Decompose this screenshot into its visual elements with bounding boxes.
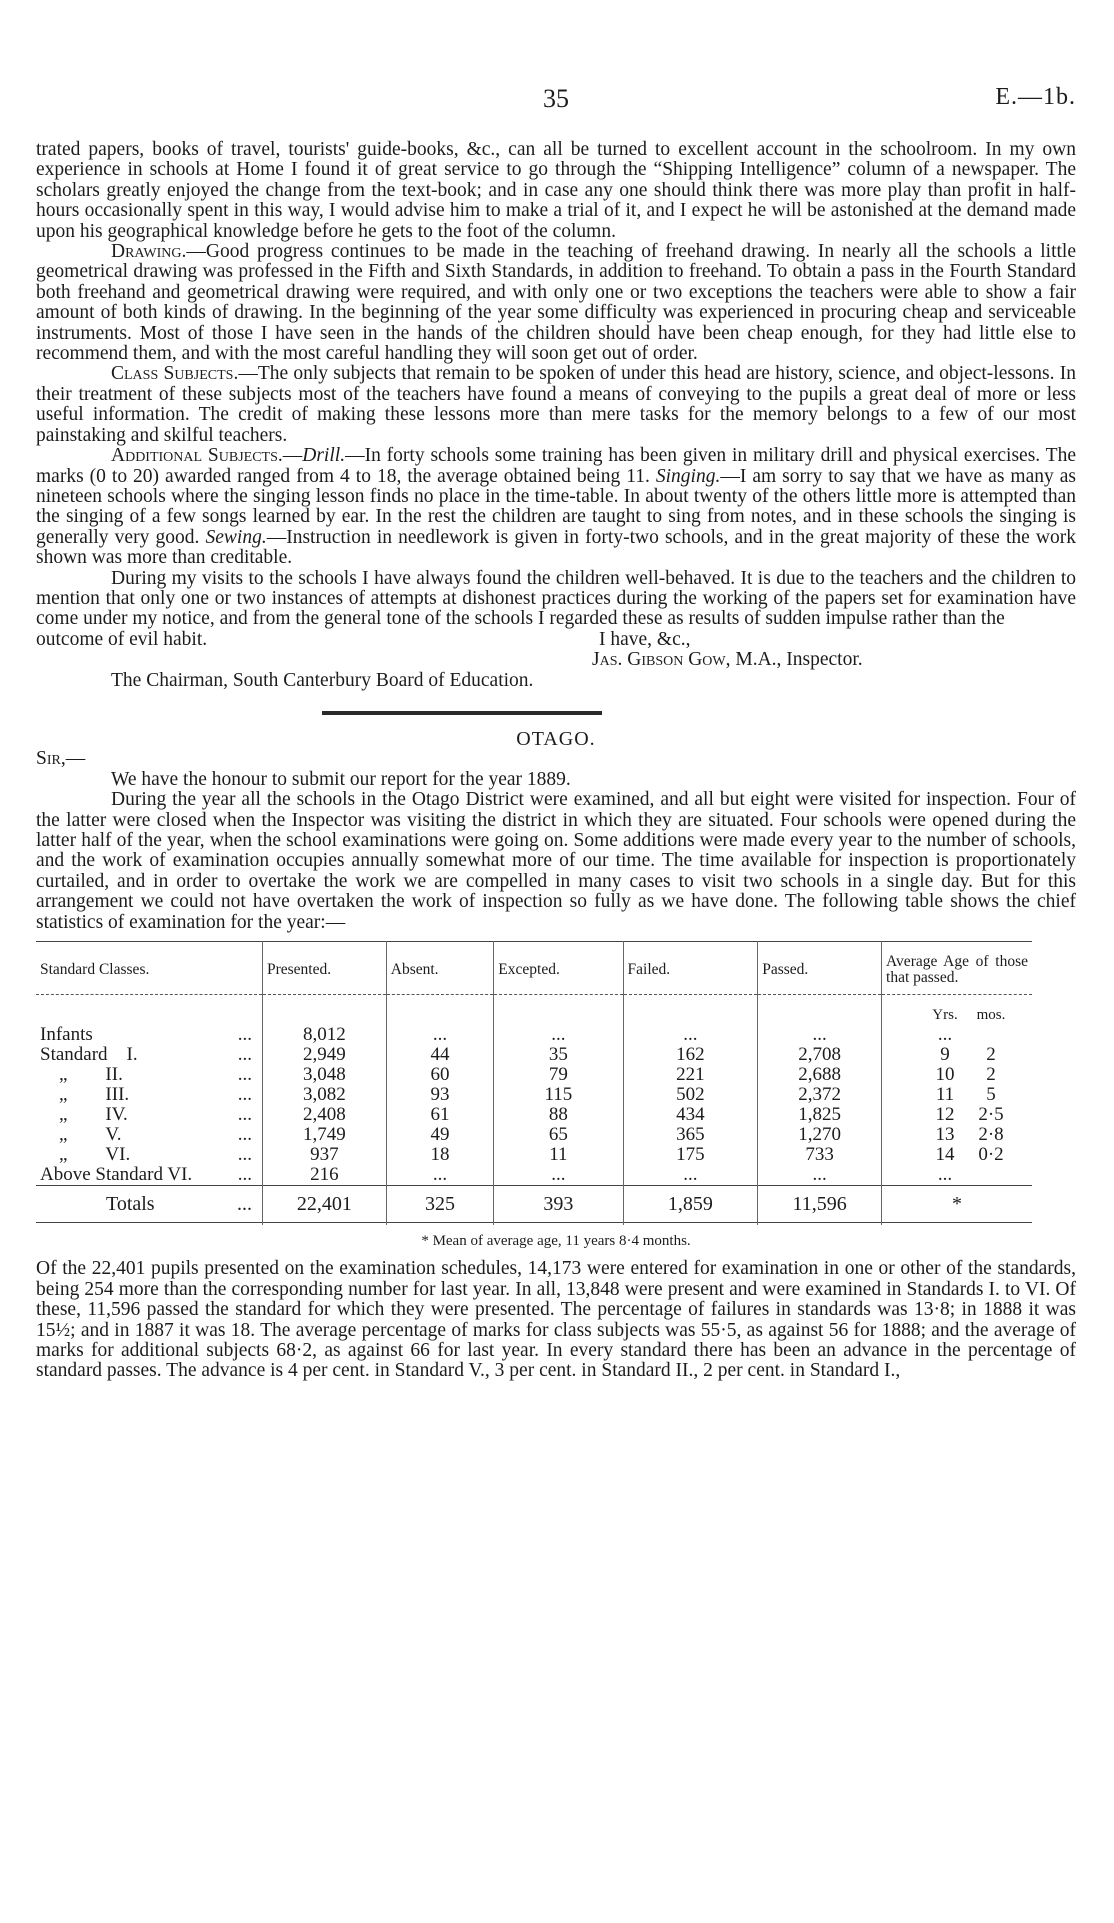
cell-average-age bbox=[882, 1065, 1032, 1085]
cell-passed: ... bbox=[758, 1025, 882, 1045]
cell-absent: ... bbox=[386, 1025, 494, 1045]
text-singing: —I am sorry to say that we have as many as nineteen schools where the singing lesson finds no place in the time-table. In about twenty of the others little more is attempted than the singing of a few songs learned by ear. In the rest the children are taught to sing from notes, and in these schools the singing is generally very good. bbox=[36, 465, 1076, 548]
age-years: ... bbox=[937, 1024, 953, 1046]
cell-failed: ... bbox=[623, 1165, 758, 1186]
cell-failed: 434 bbox=[623, 1105, 758, 1125]
row-label-text: Standard I. bbox=[40, 1044, 138, 1066]
cell-excepted: 79 bbox=[494, 1065, 623, 1085]
row-label-text: „ VI. bbox=[40, 1144, 131, 1166]
section-title: OTAGO. bbox=[516, 727, 596, 750]
cell-average-age bbox=[882, 1045, 1032, 1065]
cell-passed: 1,825 bbox=[758, 1105, 882, 1125]
row-label bbox=[36, 1145, 262, 1165]
age-years: 12 bbox=[935, 1104, 955, 1126]
paragraph-class-subjects-text: —The only subjects that remain to be spoken of under this head are history, science, and object-lessons. In their treatment of these subjects most of the teachers have found a means of conveying to the pupils a great deal of more or less useful information. The credit of making these lessons more than mere tasks for the memory belongs to a few of our most painstaking and skilful teachers. bbox=[36, 363, 1076, 446]
table-row bbox=[36, 1145, 1032, 1165]
table-row bbox=[36, 1125, 1032, 1145]
document-body bbox=[36, 140, 1076, 1382]
col-header-standard: Standard Classes. bbox=[36, 942, 262, 995]
row-label-text: „ II. bbox=[40, 1064, 123, 1086]
dash: — bbox=[282, 445, 303, 467]
table-totals-row bbox=[36, 1186, 1032, 1223]
cell-excepted: ... bbox=[494, 1165, 623, 1186]
document-reference: E.—1b. bbox=[995, 84, 1076, 110]
cell-presented: 216 bbox=[262, 1165, 386, 1186]
cell-absent: 60 bbox=[386, 1065, 494, 1085]
paragraph-behaviour: During my visits to the schools I have always found the children well-behaved. It is due to the teachers and the children to mention that only one or two instances of attempts at dishonest practices during the working of the papers set for examination have come under my notice, and from the general tone of the schools I regarded these as results of sudden impulse rather than the bbox=[36, 567, 1076, 630]
col-header-failed: Failed. bbox=[623, 942, 758, 995]
age-units bbox=[882, 995, 1032, 1026]
heading-class-subjects: Class Subjects. bbox=[111, 363, 239, 385]
cell-absent: 93 bbox=[386, 1085, 494, 1105]
statistics-table bbox=[36, 941, 1032, 1225]
cell-passed: 733 bbox=[758, 1145, 882, 1165]
cell-absent: ... bbox=[386, 1165, 494, 1186]
paragraph-report-intro: We have the honour to submit our report for the year 1889. bbox=[111, 768, 571, 790]
age-years: ... bbox=[937, 1164, 953, 1186]
cell-average-age bbox=[882, 1085, 1032, 1105]
totals-label bbox=[36, 1186, 262, 1223]
paragraph-geography-continued: trated papers, books of travel, tourists' guide-books, &c., can all be turned to excellent account in the schoolroom. In my own experience in schools at Home I found it of great service to go through the “Shipping Intelligence” column of a newspaper. The scholars greatly enjoyed the change from the text-book; and in case any one should think there was more play than profit in half-hours occasionally spent in this way, I would advise him to make a trial of it, and I expect he will be astonished at the demand made upon his geographical knowledge before he gets to the foot of the column. bbox=[36, 139, 1076, 242]
total-excepted: 393 bbox=[494, 1186, 623, 1223]
leader-dots: ... bbox=[236, 1193, 252, 1216]
page-number: 35 bbox=[543, 84, 569, 113]
age-months: 5 bbox=[986, 1084, 996, 1106]
row-label-text: Above Standard VI. bbox=[40, 1164, 193, 1186]
leader-dots: ... bbox=[237, 1164, 252, 1186]
total-presented: 22,401 bbox=[262, 1186, 386, 1223]
leader-dots: ... bbox=[237, 1024, 252, 1046]
salutation: Sir,— bbox=[36, 748, 86, 770]
cell-absent: 18 bbox=[386, 1145, 494, 1165]
row-label bbox=[36, 1025, 262, 1045]
leader-dots: ... bbox=[237, 1104, 252, 1126]
cell-passed: ... bbox=[758, 1165, 882, 1186]
col-header-excepted: Excepted. bbox=[494, 942, 623, 995]
age-months: 2 bbox=[986, 1044, 996, 1066]
row-label bbox=[36, 1105, 262, 1125]
cell-absent: 49 bbox=[386, 1125, 494, 1145]
cell-presented: 2,408 bbox=[262, 1105, 386, 1125]
cell-presented: 937 bbox=[262, 1145, 386, 1165]
row-label-text: Infants bbox=[40, 1024, 93, 1046]
cell-excepted: 11 bbox=[494, 1145, 623, 1165]
total-absent: 325 bbox=[386, 1186, 494, 1223]
row-label-text: „ IV. bbox=[40, 1104, 128, 1126]
cell-excepted: 88 bbox=[494, 1105, 623, 1125]
cell-average-age bbox=[882, 1145, 1032, 1165]
row-label bbox=[36, 1165, 262, 1186]
unit-years: Yrs. bbox=[932, 1007, 958, 1024]
closing-text: I have, &c., bbox=[599, 628, 691, 650]
age-years: 9 bbox=[940, 1044, 950, 1066]
text-sewing: —Instruction in needlework is given in forty-two schools, and in the great majority of these the work shown was more than creditable. bbox=[36, 526, 1076, 569]
row-label bbox=[36, 1045, 262, 1065]
subheading-drill: Drill. bbox=[302, 445, 346, 467]
section-divider bbox=[322, 711, 602, 715]
leader-dots: ... bbox=[237, 1084, 252, 1106]
unit-months: mos. bbox=[976, 1007, 1006, 1024]
col-header-passed: Passed. bbox=[758, 942, 882, 995]
cell-failed: 175 bbox=[623, 1145, 758, 1165]
total-age: * bbox=[882, 1186, 1032, 1223]
cell-excepted: 35 bbox=[494, 1045, 623, 1065]
cell-average-age bbox=[882, 1105, 1032, 1125]
cell-excepted: 115 bbox=[494, 1085, 623, 1105]
last-line-text: outcome of evil habit. bbox=[36, 628, 208, 650]
addressee: The Chairman, South Canterbury Board of Education. bbox=[111, 669, 534, 691]
cell-failed: 502 bbox=[623, 1085, 758, 1105]
row-label-text: „ III. bbox=[40, 1084, 130, 1106]
table-units-row bbox=[36, 995, 1032, 1026]
paragraph-additional-subjects bbox=[36, 446, 1076, 568]
age-months: 2·5 bbox=[978, 1104, 1004, 1126]
age-months: 2 bbox=[986, 1064, 996, 1086]
table-row bbox=[36, 1045, 1032, 1065]
age-years: 13 bbox=[935, 1124, 955, 1146]
table-row bbox=[36, 1025, 1032, 1045]
table-row bbox=[36, 1065, 1032, 1085]
signature-title: M.A., Inspector. bbox=[730, 649, 863, 671]
cell-failed: 162 bbox=[623, 1045, 758, 1065]
age-months: 2·8 bbox=[978, 1124, 1004, 1146]
leader-dots: ... bbox=[237, 1144, 252, 1166]
signature bbox=[36, 650, 1076, 670]
cell-failed: ... bbox=[623, 1025, 758, 1045]
paragraph-inspection: During the year all the schools in the Otago District were examined, and all but eight were visited for inspection. Four of the latter were closed when the Inspector was visiting the district in which they are situated. Four schools were opened during the latter half of the year, when the school examinations were going on. Some additions were made every year to the number of schools, and the work of examination occupies annually somewhat more of our time. The time available for inspection is proportionately curtailed, and in order to overtake the work we are compelled in many cases to visit two schools in a single day. But for this arrangement we could not have overtaken the work of inspection so fully as we have done. The following table shows the chief statistics of examination for the year:— bbox=[36, 789, 1076, 933]
table-row bbox=[36, 1165, 1032, 1186]
signature-name: Jas. Gibson Gow, bbox=[592, 649, 731, 671]
cell-passed: 2,372 bbox=[758, 1085, 882, 1105]
paragraph-drawing-text: —Good progress continues to be made in the teaching of freehand drawing. In nearly all the schools a little geometrical drawing was professed in the Fifth and Sixth Standards, in addition to freehand. To obtain a pass in the Fourth Standard both freehand and geometrical drawing were required, and with only one or two exceptions the teachers were able to show a fair amount of both kinds of drawing. In the beginning of the year some difficulty was experienced in procuring cheap and serviceable instruments. Most of those I have seen in the hands of the children should have been cheap enough, for they had little else to recommend them, and with the most careful handling they will soon get out of order. bbox=[36, 241, 1076, 365]
leader-dots: ... bbox=[237, 1064, 252, 1086]
row-label-text: „ V. bbox=[40, 1124, 122, 1146]
row-label bbox=[36, 1125, 262, 1145]
leader-dots: ... bbox=[237, 1124, 252, 1146]
col-header-average-age: Average Age of those that passed. bbox=[882, 942, 1032, 995]
age-years: 14 bbox=[935, 1144, 955, 1166]
table-footnote: * Mean of average age, 11 years 8·4 months. bbox=[421, 1233, 691, 1250]
text-drill: —In forty schools some training has been given in military drill and physical exercises. The marks (0 to 20) awarded ranged from 4 to 18, the average obtained being 11. bbox=[36, 445, 1076, 487]
age-months: 0·2 bbox=[978, 1144, 1004, 1166]
row-label bbox=[36, 1085, 262, 1105]
total-passed: 11,596 bbox=[758, 1186, 882, 1223]
page-header bbox=[36, 84, 1076, 118]
cell-absent: 61 bbox=[386, 1105, 494, 1125]
paragraph-results: Of the 22,401 pupils presented on the examination schedules, 14,173 were entered for examination in one or other of the standards, being 254 more than the corresponding number for last year. In all, 13,848 were present and were examined in Standards I. to VI. Of these, 11,596 passed the standard for which they were presented. The percentage of failures in standards was 13·8; in 1888 it was 15½; and in 1887 it was 18. The average percentage of marks for class subjects was 55·5, as against 56 for 1888; and the average of marks for additional subjects 68·2, as against 66 for last year. In every standard there has been an advance in the percentage of standard passes. The advance is 4 per cent. in Standard V., 3 per cent. in Standard II., 2 per cent. in Standard I., bbox=[36, 1258, 1076, 1382]
paragraph-drawing bbox=[36, 242, 1076, 364]
cell-excepted: 65 bbox=[494, 1125, 623, 1145]
cell-presented: 8,012 bbox=[262, 1025, 386, 1045]
age-years: 11 bbox=[935, 1084, 955, 1106]
cell-average-age bbox=[882, 1025, 1032, 1045]
cell-failed: 365 bbox=[623, 1125, 758, 1145]
cell-presented: 2,949 bbox=[262, 1045, 386, 1065]
col-header-absent: Absent. bbox=[386, 942, 494, 995]
col-header-presented: Presented. bbox=[262, 942, 386, 995]
cell-absent: 44 bbox=[386, 1045, 494, 1065]
cell-passed: 2,688 bbox=[758, 1065, 882, 1085]
cell-excepted: ... bbox=[494, 1025, 623, 1045]
cell-passed: 1,270 bbox=[758, 1125, 882, 1145]
table-row bbox=[36, 1085, 1032, 1105]
cell-presented: 3,048 bbox=[262, 1065, 386, 1085]
total-failed: 1,859 bbox=[623, 1186, 758, 1223]
subheading-singing: Singing. bbox=[655, 465, 721, 487]
cell-presented: 3,082 bbox=[262, 1085, 386, 1105]
cell-average-age bbox=[882, 1165, 1032, 1186]
heading-additional-subjects: Additional Subjects. bbox=[111, 445, 283, 467]
cell-passed: 2,708 bbox=[758, 1045, 882, 1065]
age-years: 10 bbox=[935, 1064, 955, 1086]
cell-failed: 221 bbox=[623, 1065, 758, 1085]
subheading-sewing: Sewing. bbox=[205, 526, 267, 548]
cell-presented: 1,749 bbox=[262, 1125, 386, 1145]
cell-average-age bbox=[882, 1125, 1032, 1145]
paragraph-class-subjects bbox=[36, 364, 1076, 446]
totals-label-text: Totals bbox=[106, 1193, 155, 1216]
table-row bbox=[36, 1105, 1032, 1125]
table-bottom-rule bbox=[36, 1223, 1032, 1226]
paragraph-behaviour-last-line bbox=[36, 630, 1076, 650]
leader-dots: ... bbox=[237, 1044, 252, 1066]
heading-drawing: Drawing. bbox=[111, 241, 187, 263]
row-label bbox=[36, 1065, 262, 1085]
table-header-row bbox=[36, 942, 1032, 995]
